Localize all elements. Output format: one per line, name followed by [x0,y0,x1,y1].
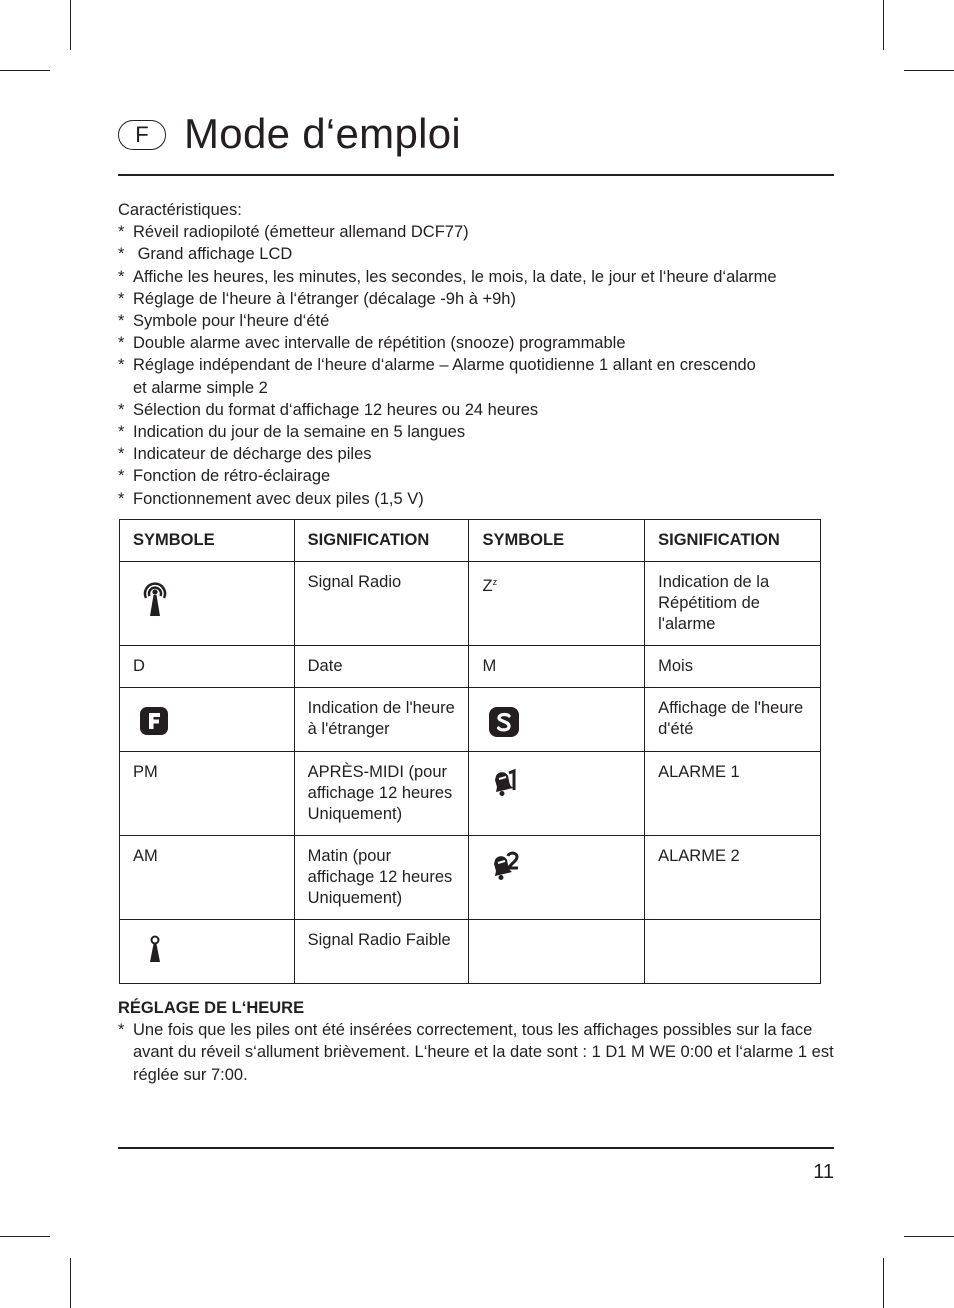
feature-item: * Fonctionnement avec deux piles (1,5 V) [118,488,838,510]
page-number: 11 [813,1161,834,1183]
foreign-time-f-icon [139,706,169,742]
alarm-2-icon [490,850,522,888]
meaning-cell: ALARME 2 [645,836,821,920]
meaning-cell: Indication de l'heure à l'étranger [294,688,469,752]
symbol-cell [120,688,295,752]
crop-mark [883,0,884,50]
column-header: SYMBOLE [469,520,645,562]
crop-mark [904,1236,954,1237]
table-header-row [120,520,821,562]
symbol-cell: PM [120,752,295,836]
meaning-cell: ALARME 1 [645,752,821,836]
feature-item: * Affiche les heures, les minutes, les secondes, le mois, la date, le jour et l‘heure d‘alarme [118,266,838,288]
crop-mark [0,70,50,71]
crop-mark [70,0,71,50]
meaning-cell: APRÈS-MIDI (pour affichage 12 heures Uniquement) [294,752,469,836]
table-row [120,836,821,920]
symbol-cell [120,920,295,984]
table-row [120,562,821,646]
symbol-cell: AM [120,836,295,920]
column-header: SIGNIFICATION [645,520,821,562]
symbol-cell [469,562,645,646]
page-header [118,110,834,176]
symbol-cell [469,920,645,984]
features-heading: Caractéristiques: [118,201,242,219]
meaning-cell: Matin (pour affichage 12 heures Uniquement) [294,836,469,920]
features-section [118,199,838,510]
table-row [120,688,821,752]
alarm-1-icon [490,768,520,804]
column-header: SIGNIFICATION [294,520,469,562]
page-title: Mode d‘emploi [184,110,462,157]
meaning-cell [645,920,821,984]
symbol-cell [469,752,645,836]
language-badge: F [118,120,166,150]
crop-mark [70,1258,71,1308]
meaning-cell: Signal Radio [294,562,469,646]
feature-item: * Sélection du format d‘affichage 12 heures ou 24 heures [118,399,838,421]
meaning-cell: Affichage de l'heure d'été [645,688,821,752]
table-row [120,646,821,688]
meaning-cell: Indication de la Répétitiom de l'alarme [645,562,821,646]
symbol-table [119,519,821,984]
column-header: SYMBOLE [120,520,295,562]
feature-item: * Grand affichage LCD [118,243,838,265]
section-paragraph: * Une fois que les piles ont été insérées correctement, tous les affichages possibles sur la face avant du réveil s‘allument brièvement. L‘heure et la date sont : 1 D1 M WE 0:00 et l‘alarme 1 est réglée sur 7:00. [118,1019,838,1086]
features-list [118,221,838,510]
feature-item: * Double alarme avec intervalle de répétition (snooze) programmable [118,332,838,354]
snooze-symbol-sup: z [492,577,498,587]
crop-mark [883,1258,884,1308]
weak-radio-signal-icon [147,934,163,970]
feature-item: * Indication du jour de la semaine en 5 langues [118,421,838,443]
summer-time-s-icon [488,706,520,744]
feature-item: * Indicateur de décharge des piles [118,443,838,465]
symbol-cell: D [120,646,295,688]
feature-item: * Symbole pour l‘heure d‘été [118,310,838,332]
meaning-cell: Signal Radio Faible [294,920,469,984]
feature-item: * Réveil radiopiloté (émetteur allemand DCF77) [118,221,838,243]
symbol-cell [120,562,295,646]
table-row [120,920,821,984]
table-row [120,752,821,836]
crop-mark [0,1236,50,1237]
time-setting-section [118,997,838,1086]
crop-mark [904,70,954,71]
radio-signal-icon [139,578,171,624]
footer-rule [118,1147,834,1149]
feature-item: * Réglage de l‘heure à l‘étranger (décalage -9h à +9h) [118,288,838,310]
feature-item: * Fonction de rétro-éclairage [118,465,838,487]
meaning-cell: Mois [645,646,821,688]
snooze-symbol: Z [482,577,493,595]
symbol-cell [469,688,645,752]
section-title: RÉGLAGE DE L‘HEURE [118,999,305,1017]
symbol-cell: M [469,646,645,688]
meaning-cell: Date [294,646,469,688]
feature-item: * Réglage indépendant de l‘heure d‘alarme – Alarme quotidienne 1 allant en crescendo et alarme simple 2 [118,354,838,398]
symbol-cell [469,836,645,920]
